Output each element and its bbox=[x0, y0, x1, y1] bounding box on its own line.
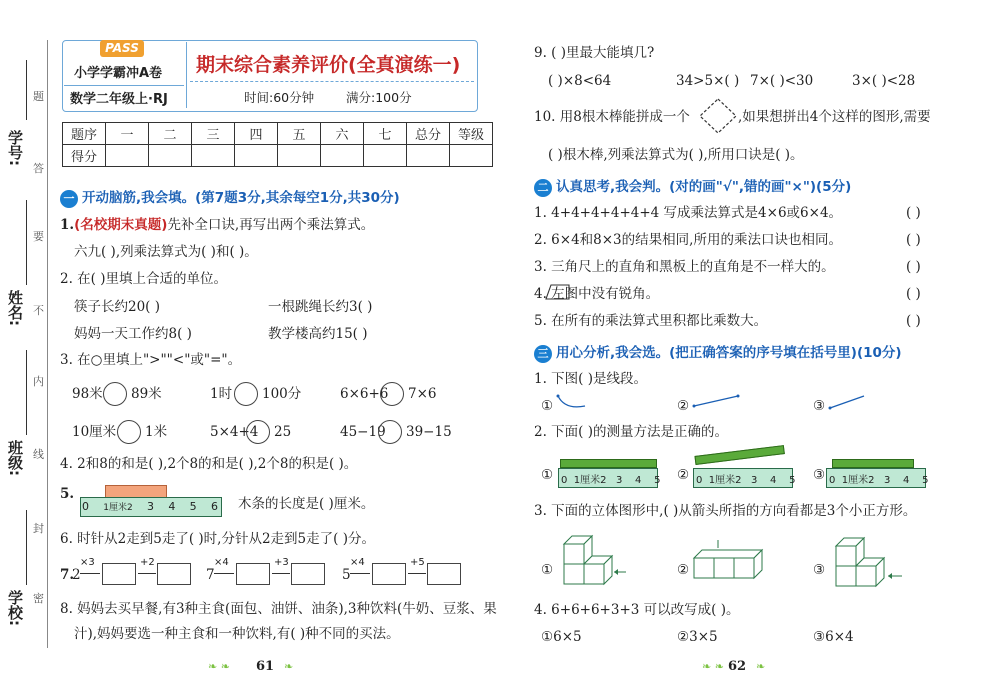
judge-item: 4. 左图中没有锐角。 bbox=[534, 286, 660, 302]
question-number: 5. bbox=[60, 486, 75, 502]
compare-right: 1米 bbox=[145, 424, 168, 440]
chain-op: ×3 bbox=[80, 557, 95, 568]
judge-answer[interactable]: ( ) bbox=[906, 313, 921, 329]
compare-left: 5×4+4 bbox=[210, 424, 259, 440]
name-blank bbox=[26, 200, 27, 285]
section-3-title: 用心分析,我会选。(把正确答案的序号填在括号里)(10分) bbox=[556, 345, 902, 361]
name-label: 姓名: bbox=[6, 290, 24, 326]
question-text: 先补全口诀,再写出两个乘法算式。 bbox=[167, 217, 375, 233]
question-2-item: 妈妈一天工作约8( ) bbox=[74, 326, 192, 342]
judge-item: 1. 4+4+4+4+4+4 写成乘法算式是4×6或6×4。 bbox=[534, 205, 843, 221]
seal-mark: 封 bbox=[33, 522, 44, 535]
seal-mark: 内 bbox=[33, 375, 44, 388]
chain-op: ×4 bbox=[214, 557, 229, 568]
question-2: 2. 在( )里填上合适的单位。 bbox=[60, 271, 227, 287]
option-label: ③ bbox=[813, 562, 826, 578]
ruler-labels: 0 1厘米2 3 4 5 bbox=[561, 475, 661, 486]
question-9-item: 34>5×( ) bbox=[676, 73, 740, 89]
class-blank bbox=[26, 350, 27, 435]
question-number: 7. bbox=[60, 567, 75, 583]
section-3-heading bbox=[534, 341, 902, 363]
pencil-icon bbox=[694, 445, 784, 465]
question-4: 4. 2和8的和是( ),2个8的和是( ),2个8的积是( )。 bbox=[60, 456, 358, 472]
judge-answer[interactable]: ( ) bbox=[906, 259, 921, 275]
arrow-icon bbox=[138, 573, 156, 574]
option-label: ③ bbox=[813, 467, 826, 483]
compare-circle[interactable] bbox=[246, 420, 270, 444]
section-number-badge: 三 bbox=[534, 345, 552, 363]
question-8-line2: 汁),妈妈要选一种主食和一种饮料,有( )种不同的买法。 bbox=[74, 626, 400, 642]
seal-mark: 题 bbox=[33, 90, 44, 103]
seal-mark: 答 bbox=[33, 162, 44, 175]
score-cell[interactable] bbox=[106, 145, 149, 167]
header-divider bbox=[64, 85, 184, 86]
school-blank bbox=[26, 510, 27, 585]
question-10-c: ( )根木棒,列乘法算式为( ),所用口诀是( )。 bbox=[548, 147, 804, 163]
compare-right: 89米 bbox=[131, 386, 162, 402]
chain-start: 5 bbox=[342, 567, 351, 583]
score-cell[interactable] bbox=[235, 145, 278, 167]
compare-right: 7×6 bbox=[408, 386, 437, 402]
section-number-badge: 一 bbox=[60, 190, 78, 208]
question-1-line: 六九( ),列乘法算式为( )和( )。 bbox=[74, 244, 258, 260]
answer-box[interactable] bbox=[102, 563, 136, 585]
subject-name: 数学二年级上·RJ bbox=[70, 92, 168, 107]
exam-title: 期末综合素养评价(全真演练一) bbox=[196, 54, 461, 76]
compare-right: 100分 bbox=[262, 386, 302, 402]
line-segment-icon bbox=[692, 392, 742, 412]
ruler-tick: 3 bbox=[147, 500, 155, 513]
answer-box[interactable] bbox=[157, 563, 191, 585]
compare-right: 39−15 bbox=[406, 424, 452, 440]
time-limit: 时间:60分钟 bbox=[244, 90, 315, 105]
arrow-icon bbox=[350, 573, 370, 574]
score-table-header: 二 bbox=[149, 123, 192, 145]
seal-mark: 不 bbox=[33, 304, 44, 317]
question-9: 9. ( )里最大能填几? bbox=[534, 45, 655, 61]
pass-logo: PASS bbox=[100, 40, 144, 57]
judge-item: 3. 三角尺上的直角和黑板上的直角是不一样大的。 bbox=[534, 259, 835, 275]
ruler-tick: 5 bbox=[189, 500, 197, 513]
ruler-tick: 1厘米2 bbox=[103, 503, 133, 513]
arrow-icon bbox=[80, 573, 100, 574]
school-label: 学校: bbox=[6, 590, 24, 626]
section-number-badge: 二 bbox=[534, 179, 552, 197]
question-10-b: ,如果想拼出4个这样的图形,需要 bbox=[738, 109, 931, 125]
arrow-icon bbox=[214, 573, 234, 574]
chain-op: +3 bbox=[274, 557, 289, 568]
ruler-labels: 0 1厘米2 3 4 5 bbox=[829, 475, 929, 486]
question-8-line1: 8. 妈妈去买早餐,有3种主食(面包、油饼、油条),3种饮料(牛奶、豆浆、果 bbox=[60, 601, 497, 617]
score-table-header: 六 bbox=[321, 123, 364, 145]
compare-circle[interactable] bbox=[117, 420, 141, 444]
score-cell[interactable] bbox=[364, 145, 407, 167]
question-2-item: 教学楼高约15( ) bbox=[268, 326, 368, 342]
seal-mark: 密 bbox=[33, 592, 44, 605]
leaf-icon: ❧ ❧ bbox=[702, 660, 724, 673]
student-id-blank bbox=[26, 60, 27, 120]
ruler-tick: 4 bbox=[168, 500, 176, 513]
compare-circle[interactable] bbox=[103, 382, 127, 406]
score-table-header: 等级 bbox=[450, 123, 493, 145]
score-table-header: 四 bbox=[235, 123, 278, 145]
arrow-icon bbox=[272, 573, 290, 574]
compare-left: 6×6+6 bbox=[340, 386, 389, 402]
option-label: ① bbox=[541, 562, 554, 578]
option-label: ② bbox=[677, 562, 690, 578]
option-label: ② bbox=[677, 467, 690, 483]
score-table-header: 总分 bbox=[407, 123, 450, 145]
question-5-text: 木条的长度是( )厘米。 bbox=[238, 496, 375, 512]
score-table-header: 题序 bbox=[63, 123, 106, 145]
section-2-title: 认真思考,我会判。(对的画"√",错的画"×")(5分) bbox=[556, 179, 852, 195]
choice-question-4: 4. 6+6+6+3+3 可以改写成( )。 bbox=[534, 602, 740, 618]
question-1 bbox=[60, 216, 374, 234]
student-id-label: 学号: bbox=[6, 130, 24, 166]
page-number: 62 bbox=[728, 659, 747, 674]
chain-op: +5 bbox=[410, 557, 425, 568]
cube-figure-icon bbox=[828, 528, 908, 590]
answer-box[interactable] bbox=[236, 563, 270, 585]
score-table-header: 一 bbox=[106, 123, 149, 145]
arrow-icon bbox=[408, 573, 426, 574]
cube-figure-icon bbox=[558, 528, 628, 588]
score-cell[interactable] bbox=[407, 145, 450, 167]
trapezoid-shape-icon bbox=[545, 283, 571, 301]
ruler-labels: 0 1厘米2 3 4 5 bbox=[696, 475, 796, 486]
section-1-title: 开动脑筋,我会填。(第7题3分,其余每空1分,共30分) bbox=[82, 190, 400, 206]
question-3: 3. 在○里填上">""<"或"="。 bbox=[60, 352, 242, 368]
chain-start: 7 bbox=[206, 567, 215, 583]
question-9-item: 7×( )<30 bbox=[750, 73, 814, 89]
ray-icon bbox=[828, 392, 868, 412]
section-1-heading bbox=[60, 186, 400, 208]
score-row-label: 得分 bbox=[63, 145, 106, 167]
option-label: ①6×5 bbox=[541, 629, 582, 645]
option-label: ③6×4 bbox=[813, 629, 854, 645]
option-label: ③ bbox=[813, 398, 826, 414]
full-score: 满分:100分 bbox=[346, 90, 412, 105]
compare-left: 1时 bbox=[210, 386, 233, 402]
compare-left: 45−19 bbox=[340, 424, 386, 440]
judge-answer[interactable]: ( ) bbox=[906, 286, 921, 302]
score-table-header: 七 bbox=[364, 123, 407, 145]
page-number: 61 bbox=[256, 659, 275, 674]
score-cell[interactable] bbox=[450, 145, 493, 167]
pencil-icon bbox=[832, 459, 914, 468]
compare-left: 10厘米 bbox=[72, 424, 117, 440]
series-name: 小学学霸冲A卷 bbox=[74, 66, 163, 81]
compare-circle[interactable] bbox=[380, 382, 404, 406]
choice-question-2: 2. 下面( )的测量方法是正确的。 bbox=[534, 424, 728, 440]
option-label: ②3×5 bbox=[677, 629, 718, 645]
score-table-header: 三 bbox=[192, 123, 235, 145]
ruler-tick: 6 bbox=[210, 500, 218, 513]
compare-left: 98米 bbox=[72, 386, 103, 402]
header-divider bbox=[190, 81, 474, 82]
class-label: 班级: bbox=[6, 440, 24, 476]
question-tag: (名校期末真题) bbox=[74, 217, 168, 233]
header-vdivider bbox=[186, 42, 187, 108]
answer-box[interactable] bbox=[291, 563, 325, 585]
answer-box[interactable] bbox=[427, 563, 461, 585]
section-2-heading bbox=[534, 175, 851, 197]
option-label: ② bbox=[677, 398, 690, 414]
seal-mark: 要 bbox=[33, 230, 44, 243]
score-cell[interactable] bbox=[278, 145, 321, 167]
question-2-item: 筷子长约20( ) bbox=[74, 299, 161, 315]
choice-question-3: 3. 下面的立体图形中,( )从箭头所指的方向看都是3个小正方形。 bbox=[534, 503, 917, 519]
compare-circle[interactable] bbox=[378, 420, 402, 444]
chain-start: 2 bbox=[72, 567, 81, 583]
question-9-item: ( )×8<64 bbox=[548, 73, 612, 89]
seal-mark: 线 bbox=[33, 448, 44, 461]
option-label: ① bbox=[541, 398, 554, 414]
score-cell[interactable] bbox=[321, 145, 364, 167]
score-table bbox=[62, 122, 493, 167]
ruler-tick: 0 bbox=[82, 500, 89, 513]
chain-op: ×4 bbox=[350, 557, 365, 568]
score-cell[interactable] bbox=[192, 145, 235, 167]
judge-answer[interactable]: ( ) bbox=[906, 205, 921, 221]
score-cell[interactable] bbox=[149, 145, 192, 167]
leaf-icon: ❧ bbox=[284, 660, 294, 673]
cube-figure-icon bbox=[692, 538, 772, 584]
pencil-icon bbox=[560, 459, 657, 468]
leaf-icon: ❧ ❧ bbox=[208, 660, 230, 673]
question-6: 6. 时针从2走到5走了( )时,分针从2走到5走了( )分。 bbox=[60, 531, 375, 547]
option-label: ① bbox=[541, 467, 554, 483]
ruler-labels bbox=[82, 500, 218, 513]
diamond-shape-icon bbox=[698, 97, 738, 135]
curve-line-icon bbox=[555, 392, 589, 412]
compare-right: 25 bbox=[274, 424, 292, 440]
chain-op: +2 bbox=[140, 557, 155, 568]
judge-item: 2. 6×4和8×3的结果相同,所用的乘法口诀也相同。 bbox=[534, 232, 842, 248]
score-table-header: 五 bbox=[278, 123, 321, 145]
choice-question-1: 1. 下图( )是线段。 bbox=[534, 371, 647, 387]
answer-box[interactable] bbox=[372, 563, 406, 585]
leaf-icon: ❧ bbox=[756, 660, 766, 673]
judge-answer[interactable]: ( ) bbox=[906, 232, 921, 248]
question-10-a: 10. 用8根木棒能拼成一个 bbox=[534, 109, 690, 125]
binding-line bbox=[47, 40, 48, 648]
compare-circle[interactable] bbox=[234, 382, 258, 406]
judge-item: 5. 在所有的乘法算式里积都比乘数大。 bbox=[534, 313, 768, 329]
question-9-item: 3×( )<28 bbox=[852, 73, 916, 89]
question-number: 1. bbox=[60, 217, 75, 233]
question-2-item: 一根跳绳长约3( ) bbox=[268, 299, 373, 315]
